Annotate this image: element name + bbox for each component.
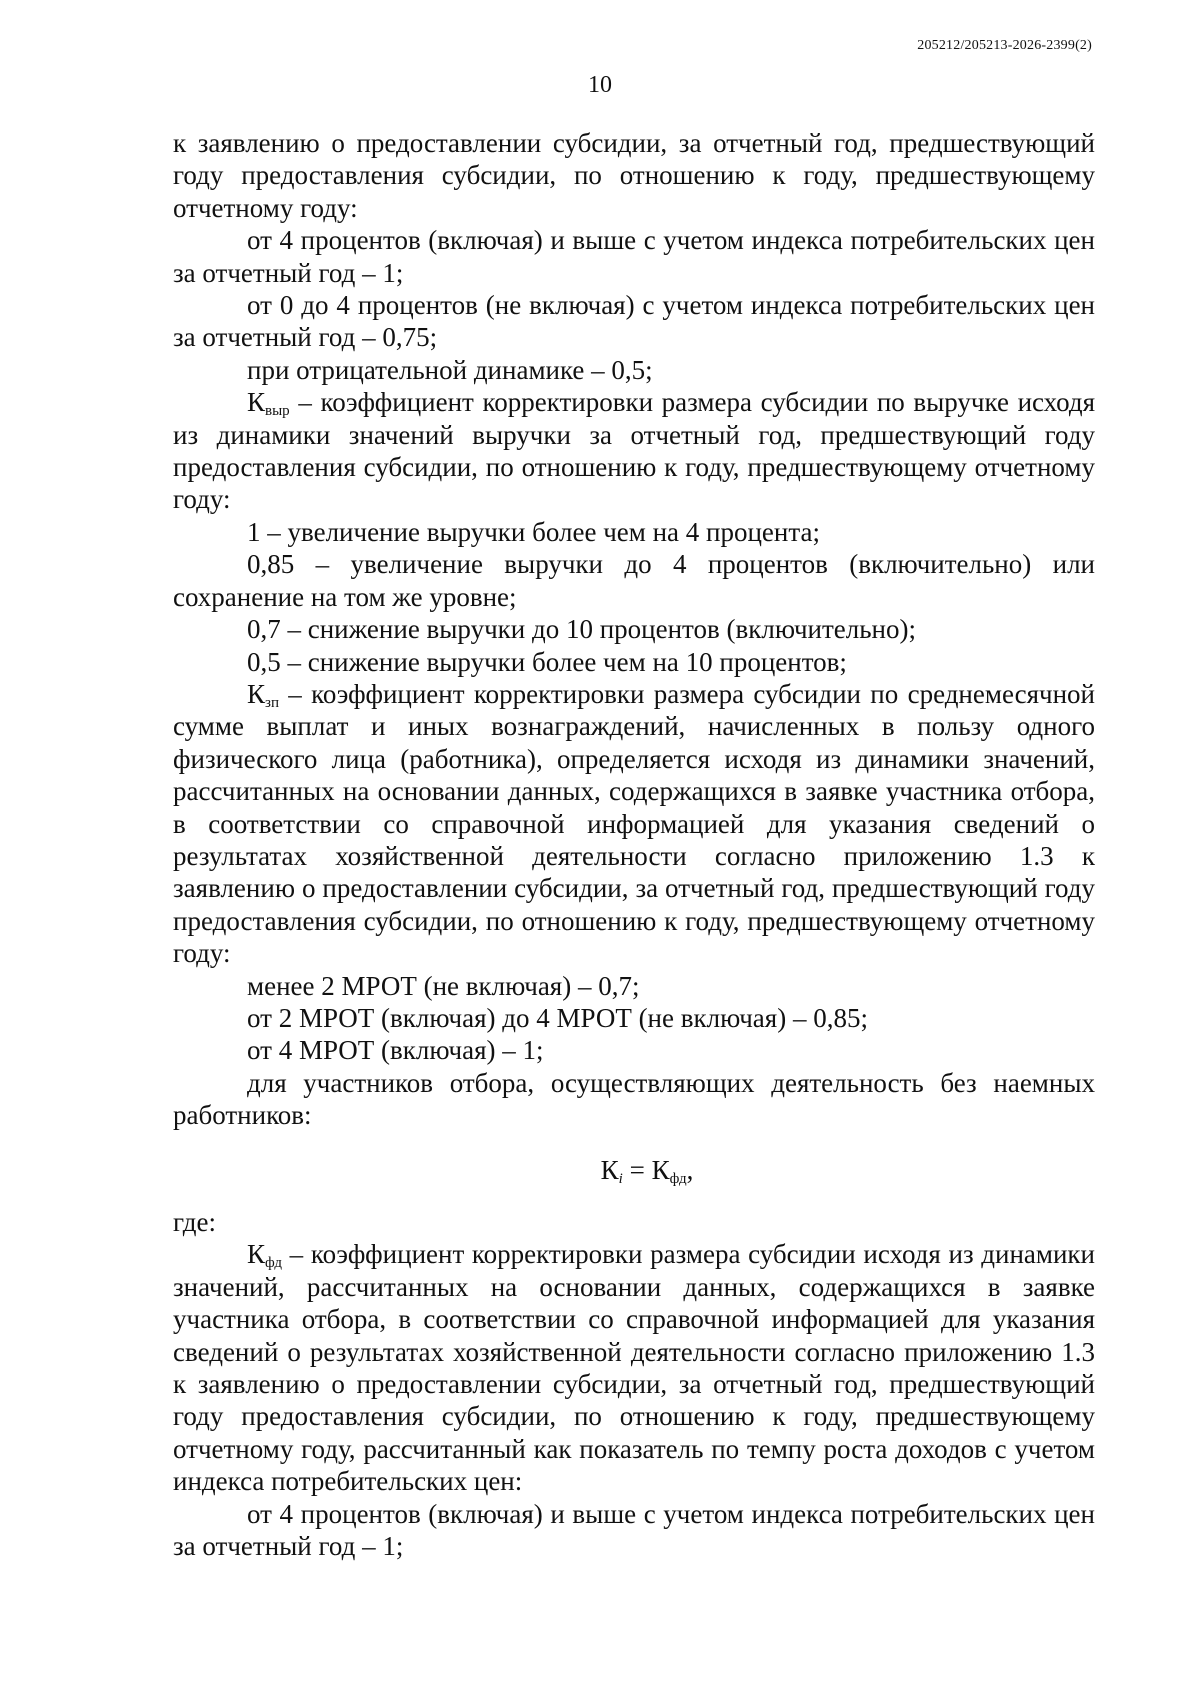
paragraph-text: – коэффициент корректировки размера субсидии по среднемесячной сумме выплат и иных вознаграждений, начисленных в пользу одного физического лица (работника), определяется исходя из динамики значений, рассчитанных на основании данных, содержащихся в заявке участника отбора, в соответствии со справочной информацией для указания сведений о результатах хозяйственной деятельности согласно приложению 1.3 к заявлению о предоставлении субсидии, за отчетный год, предшествующий году предоставления субсидии, по отношению к году, предшествующему отчетному году: xyxy=(173,678,1095,969)
paragraph-k-revenue xyxy=(173,386,1095,516)
symbol-k: К xyxy=(247,387,266,418)
formula-lhs-subscript: i xyxy=(618,1170,623,1187)
paragraph-mrot-2-4: от 2 МРОТ (включая) до 4 МРОТ (не включая) – 0,85; xyxy=(247,1002,868,1033)
formula-equals: = xyxy=(622,1154,652,1185)
paragraph-revenue-0-85: 0,85 – увеличение выручки до 4 процентов (включительно) или сохранение на том же уровне; xyxy=(173,549,1095,612)
paragraph-revenue-0-5: 0,5 – снижение выручки более чем на 10 процентов; xyxy=(247,646,847,677)
paragraph-k-salary xyxy=(173,678,1095,970)
symbol-k: К xyxy=(247,678,266,709)
paragraph-revenue-0-7: 0,7 – снижение выручки до 10 процентов (включительно); xyxy=(247,614,917,645)
paragraph-revenue-increase-4: 1 – увеличение выручки более чем на 4 процента; xyxy=(247,516,820,547)
paragraph-cpi-4-plus: от 4 процентов (включая) и выше с учетом индекса потребительских цен за отчетный год – 1; xyxy=(173,225,1095,288)
paragraph-mrot-4-plus: от 4 МРОТ (включая) – 1; xyxy=(247,1035,544,1066)
paragraph-cpi-0-4: от 0 до 4 процентов (не включая) с учетом индекса потребительских цен за отчетный год – 0,75; xyxy=(173,290,1095,353)
formula-lhs: К xyxy=(600,1154,619,1185)
subscript-fd: фд xyxy=(265,1255,282,1272)
paragraph-negative-dynamics: при отрицательной динамике – 0,5; xyxy=(247,354,653,385)
paragraph-where: где: xyxy=(173,1207,216,1237)
formula-rhs-subscript: фд xyxy=(669,1170,687,1187)
formula-rhs: К xyxy=(651,1154,670,1185)
subscript-revenue: выр xyxy=(265,403,290,420)
formula-tail: , xyxy=(686,1154,694,1185)
paragraph-text: – коэффициент корректировки размера субсидии исходя из динамики значений, рассчитанных на основании данных, содержащихся в заявке участника отбора, в соответствии со справочной информацией для указания сведений о результатах хозяйственной деятельности согласно приложению 1.3 к заявлению о предоставлении субсидии, за отчетный год, предшествующий году предоставления субсидии, по отношению к году, предшествующему отчетному году, рассчитанный как показатель по темпу роста доходов с учетом индекса потребительских цен: xyxy=(173,1239,1095,1497)
subscript-salary: зп xyxy=(265,694,279,711)
paragraph-fd-4-plus: от 4 процентов (включая) и выше с учетом индекса потребительских цен за отчетный год – 1; xyxy=(173,1498,1095,1562)
paragraph-text: – коэффициент корректировки размера субсидии по выручке исходя из динамики значений выручки за отчетный год, предшествующий году предоставления субсидии, по отношению к году, предшествующему отчетному году: xyxy=(173,387,1095,515)
paragraph-mrot-less-2: менее 2 МРОТ (не включая) – 0,7; xyxy=(247,970,640,1001)
paragraph-continuation: к заявлению о предоставлении субсидии, за отчетный год, предшествующий году предоставления субсидии, по отношению к году, предшествующему отчетному году: xyxy=(173,128,1095,223)
paragraph-k-fd xyxy=(173,1238,1095,1497)
symbol-k: К xyxy=(247,1239,266,1270)
page-number: 10 xyxy=(588,72,612,98)
document-id: 205212/205213-2026-2399(2) xyxy=(917,38,1092,53)
paragraph-no-employees: для участников отбора, осуществляющих деятельность без наемных работников: xyxy=(173,1067,1095,1131)
document-body xyxy=(173,127,1095,1562)
formula xyxy=(173,1154,1095,1186)
